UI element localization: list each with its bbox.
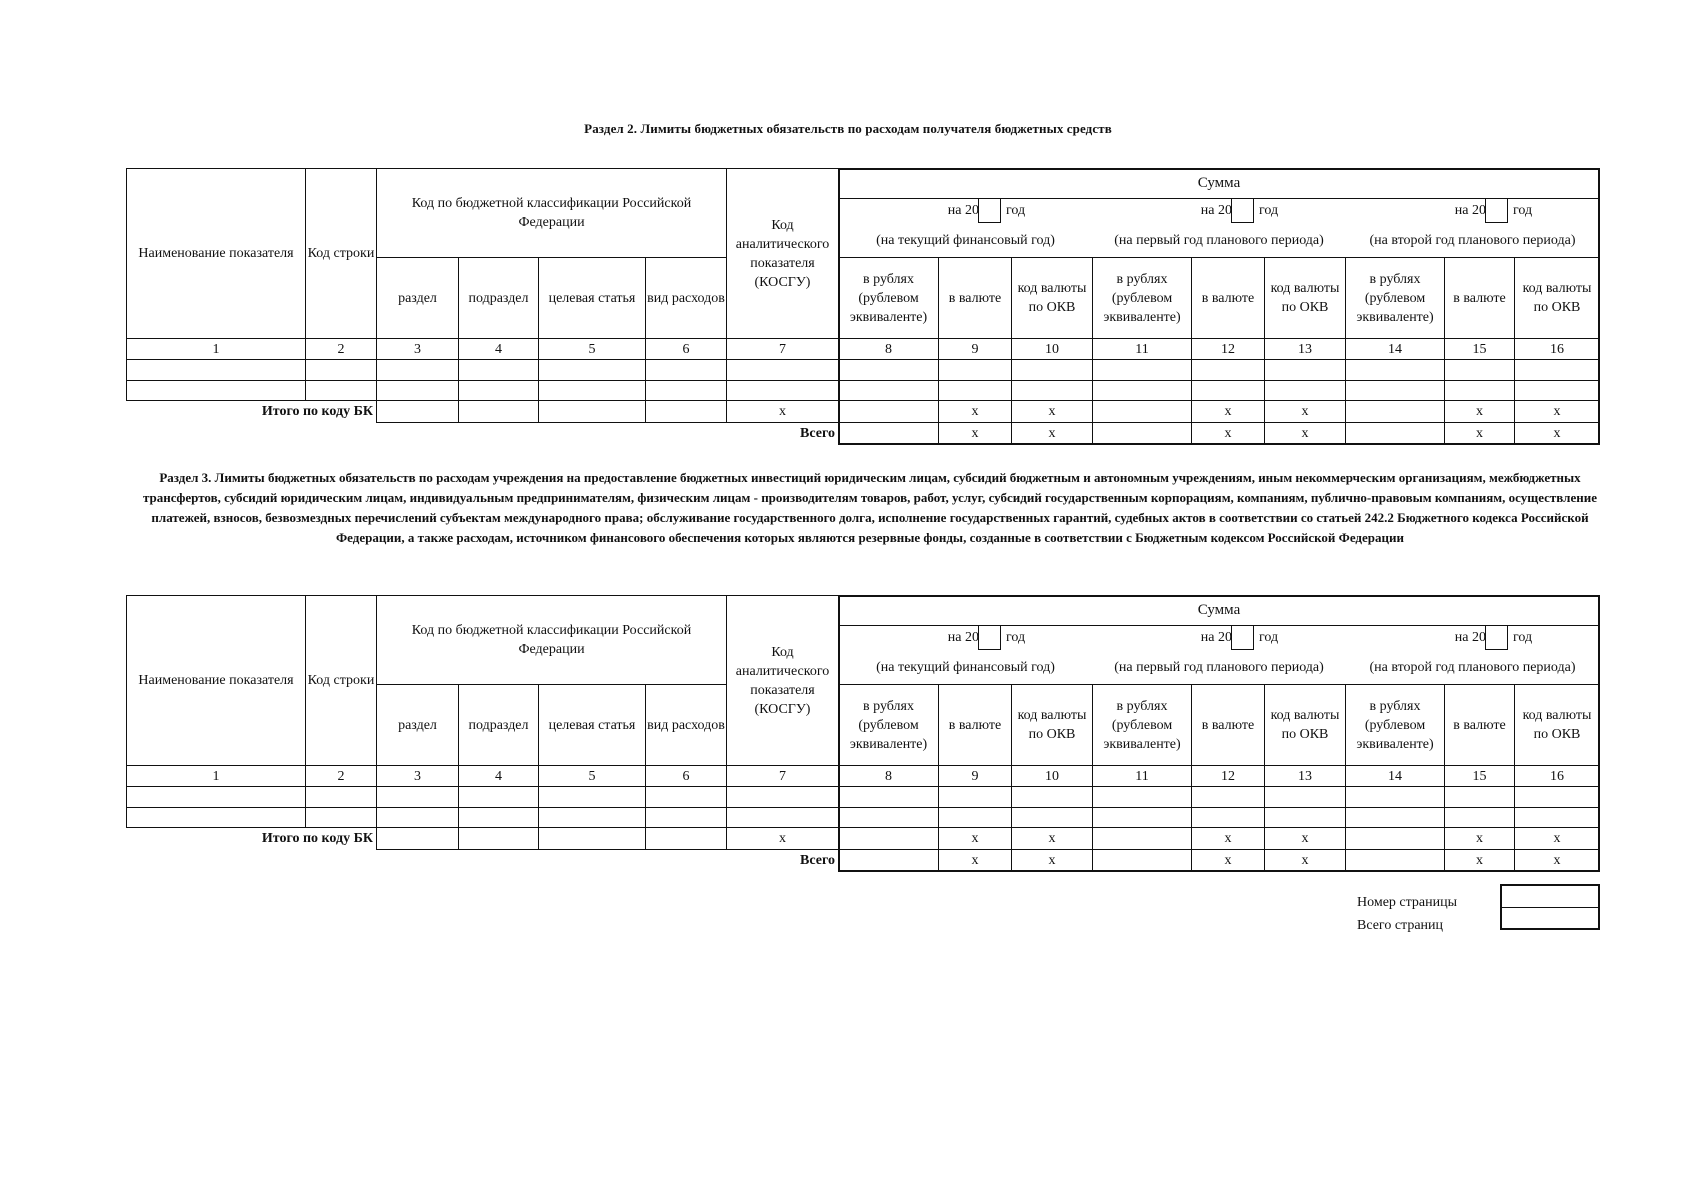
data-cell[interactable] xyxy=(726,380,839,401)
header-currency: в валюте xyxy=(938,684,1012,766)
header-expense-type: вид расходов xyxy=(645,684,727,766)
data-cell[interactable] xyxy=(1514,786,1600,808)
x-mark: x xyxy=(1514,827,1600,850)
x-mark: x xyxy=(726,400,839,423)
column-number: 2 xyxy=(305,765,377,787)
x-mark: x xyxy=(1011,422,1093,445)
data-cell[interactable] xyxy=(538,786,646,808)
column-number: 1 xyxy=(126,765,306,787)
data-cell[interactable] xyxy=(645,807,727,828)
header-rubles: в рублях (рублевом эквиваленте) xyxy=(1092,257,1192,339)
total-cell[interactable] xyxy=(538,827,646,850)
column-number: 10 xyxy=(1011,338,1093,360)
year-input[interactable] xyxy=(1231,198,1254,223)
grand-total-cell[interactable] xyxy=(838,422,939,445)
data-cell[interactable] xyxy=(1092,807,1192,828)
grand-total-cell[interactable] xyxy=(1345,422,1445,445)
data-cell[interactable] xyxy=(938,786,1012,808)
year-suffix: год xyxy=(1259,630,1279,645)
grand-total-cell[interactable] xyxy=(1092,422,1192,445)
section-3-title: Раздел 3. Лимиты бюджетных обязательств по расходам учреждения на предоставление бюджетных инвестиций юридическим лицам, субсидий бюджетным и автономным учреждениям, иным некоммерческим организациям, межбюджетных трансфертов, субсидий юридическим лицам, индивидуальным предпринимателям, физическим лицам - производителям товаров, работ, услуг, субсидий государственным корпорациям, компаниям, публично-правовым компаниям, осуществление платежей, взносов, безвозмездных перечислений субъектам международного права; обслуживание государственного долга, исполнение государственных гарантий, судебных актов в соответствии со статьей 242.2 Бюджетного кодекса Российской Федерации, а также расходам, источником финансового обеспечения которых являются резервные фонды, созданные в соответствии с Бюджетным кодексом Российской Федерации xyxy=(143,470,1597,545)
x-mark: x xyxy=(1191,849,1265,872)
header-okv-code: код валюты по ОКВ xyxy=(1514,257,1600,339)
data-cell[interactable] xyxy=(126,359,306,381)
header-period-3: (на второй год планового периода) xyxy=(1369,232,1576,248)
x-mark: x xyxy=(1444,827,1515,850)
header-sum: Сумма xyxy=(838,595,1600,626)
total-cell[interactable] xyxy=(458,400,539,423)
year-suffix: год xyxy=(1259,203,1279,218)
data-cell[interactable] xyxy=(538,359,646,381)
x-mark: x xyxy=(1264,827,1346,850)
header-rubles: в рублях (рублевом эквиваленте) xyxy=(1092,684,1192,766)
header-subsection: подраздел xyxy=(458,257,539,339)
year-input[interactable] xyxy=(978,625,1001,650)
column-number: 15 xyxy=(1444,765,1515,787)
data-cell[interactable] xyxy=(1514,380,1600,401)
header-target-article: целевая статья xyxy=(538,257,646,339)
header-okv-code: код валюты по ОКВ xyxy=(1264,684,1346,766)
page-info xyxy=(1357,891,1457,937)
data-cell[interactable] xyxy=(1444,380,1515,401)
column-number: 13 xyxy=(1264,765,1346,787)
x-mark: x xyxy=(1011,400,1093,423)
total-cell[interactable] xyxy=(458,827,539,850)
year-input[interactable] xyxy=(1231,625,1254,650)
header-rubles: в рублях (рублевом эквиваленте) xyxy=(838,257,939,339)
data-cell[interactable] xyxy=(1444,807,1515,828)
header-currency: в валюте xyxy=(1191,257,1265,339)
x-mark: x xyxy=(1444,400,1515,423)
column-number: 10 xyxy=(1011,765,1093,787)
column-number: 8 xyxy=(838,765,939,787)
x-mark: x xyxy=(1191,422,1265,445)
year-suffix: год xyxy=(1513,630,1533,645)
data-cell[interactable] xyxy=(126,807,306,828)
x-mark: x xyxy=(938,400,1012,423)
header-indicator-name: Наименование показателя xyxy=(126,168,306,339)
total-cell[interactable] xyxy=(538,400,646,423)
grand-total-cell[interactable] xyxy=(838,849,939,872)
total-bk-label: Итого по коду БК xyxy=(261,404,373,419)
data-cell[interactable] xyxy=(938,380,1012,401)
column-number: 15 xyxy=(1444,338,1515,360)
data-cell[interactable] xyxy=(1011,380,1093,401)
header-period-1: (на текущий финансовый год) xyxy=(876,659,1055,675)
year-suffix: год xyxy=(1513,203,1533,218)
data-cell[interactable] xyxy=(726,786,839,808)
header-okv-code: код валюты по ОКВ xyxy=(1264,257,1346,339)
total-cell[interactable] xyxy=(376,827,459,850)
x-mark: x xyxy=(1514,400,1600,423)
header-analytic-code: Код аналитического показателя (КОСГУ) xyxy=(726,595,839,766)
data-cell[interactable] xyxy=(1345,786,1445,808)
header-currency: в валюте xyxy=(938,257,1012,339)
total-cell[interactable] xyxy=(1092,400,1192,423)
total-cell[interactable] xyxy=(645,400,727,423)
x-mark: x xyxy=(1444,422,1515,445)
x-mark: x xyxy=(1264,400,1346,423)
column-number: 13 xyxy=(1264,338,1346,360)
data-cell[interactable] xyxy=(376,380,459,401)
year-prefix: на 20 xyxy=(947,630,979,645)
data-cell[interactable] xyxy=(376,807,459,828)
column-number: 9 xyxy=(938,765,1012,787)
header-target-article: целевая статья xyxy=(538,684,646,766)
x-mark: x xyxy=(726,827,839,850)
column-number: 7 xyxy=(726,765,839,787)
data-cell[interactable] xyxy=(1011,807,1093,828)
year-suffix: год xyxy=(1006,630,1026,645)
data-cell[interactable] xyxy=(1345,380,1445,401)
x-mark: x xyxy=(1514,422,1600,445)
column-number: 5 xyxy=(538,338,646,360)
x-mark: x xyxy=(1011,827,1093,850)
x-mark: x xyxy=(938,422,1012,445)
data-cell[interactable] xyxy=(726,807,839,828)
column-number: 8 xyxy=(838,338,939,360)
column-number: 16 xyxy=(1514,765,1600,787)
header-period-3: (на второй год планового периода) xyxy=(1369,659,1576,675)
header-okv-code: код валюты по ОКВ xyxy=(1514,684,1600,766)
data-cell[interactable] xyxy=(376,786,459,808)
header-indicator-name: Наименование показателя xyxy=(126,595,306,766)
column-number: 12 xyxy=(1191,338,1265,360)
x-mark: x xyxy=(938,849,1012,872)
data-cell[interactable] xyxy=(1345,359,1445,381)
grand-total-cell[interactable] xyxy=(1092,849,1192,872)
data-cell[interactable] xyxy=(1444,359,1515,381)
x-mark: x xyxy=(1191,400,1265,423)
column-number: 12 xyxy=(1191,765,1265,787)
header-analytic-code: Код аналитического показателя (КОСГУ) xyxy=(726,168,839,339)
column-number: 14 xyxy=(1345,338,1445,360)
data-cell[interactable] xyxy=(1514,807,1600,828)
data-cell[interactable] xyxy=(376,359,459,381)
data-cell[interactable] xyxy=(1011,786,1093,808)
header-subsection: подраздел xyxy=(458,684,539,766)
data-cell[interactable] xyxy=(838,786,939,808)
data-cell[interactable] xyxy=(1092,786,1192,808)
total-cell[interactable] xyxy=(376,400,459,423)
header-row-code: Код строки xyxy=(305,168,377,339)
column-number: 3 xyxy=(376,338,459,360)
data-cell[interactable] xyxy=(305,807,377,828)
total-cell[interactable] xyxy=(838,827,939,850)
header-expense-type: вид расходов xyxy=(645,257,727,339)
column-number: 6 xyxy=(645,765,727,787)
data-cell[interactable] xyxy=(305,359,377,381)
data-cell[interactable] xyxy=(1191,807,1265,828)
data-cell[interactable] xyxy=(305,786,377,808)
data-cell[interactable] xyxy=(458,807,539,828)
column-number: 1 xyxy=(126,338,306,360)
total-pages-label: Всего страниц xyxy=(1357,918,1444,933)
header-okv-code: код валюты по ОКВ xyxy=(1011,684,1093,766)
data-cell[interactable] xyxy=(1092,359,1192,381)
header-bk-code: Код по бюджетной классификации Российской Федерации xyxy=(376,595,727,685)
year-prefix: на 20 xyxy=(1200,203,1232,218)
data-cell[interactable] xyxy=(126,380,306,401)
data-cell[interactable] xyxy=(1092,380,1192,401)
x-mark: x xyxy=(1264,422,1346,445)
column-number: 2 xyxy=(305,338,377,360)
year-input[interactable] xyxy=(1485,625,1508,650)
data-cell[interactable] xyxy=(538,807,646,828)
grand-total-label: Всего xyxy=(800,853,835,868)
x-mark: x xyxy=(1514,849,1600,872)
data-cell[interactable] xyxy=(645,786,727,808)
data-cell[interactable] xyxy=(1264,807,1346,828)
column-number: 6 xyxy=(645,338,727,360)
total-cell[interactable] xyxy=(1092,827,1192,850)
header-currency: в валюте xyxy=(1191,684,1265,766)
total-cell[interactable] xyxy=(1345,400,1445,423)
data-cell[interactable] xyxy=(1444,786,1515,808)
x-mark: x xyxy=(938,827,1012,850)
column-number: 16 xyxy=(1514,338,1600,360)
x-mark: x xyxy=(1191,827,1265,850)
data-cell[interactable] xyxy=(458,380,539,401)
total-cell[interactable] xyxy=(838,400,939,423)
year-prefix: на 20 xyxy=(1454,203,1486,218)
grand-total-cell[interactable] xyxy=(1345,849,1445,872)
data-cell[interactable] xyxy=(126,786,306,808)
x-mark: x xyxy=(1011,849,1093,872)
data-cell[interactable] xyxy=(838,359,939,381)
year-prefix: на 20 xyxy=(947,203,979,218)
data-cell[interactable] xyxy=(1011,359,1093,381)
column-number: 11 xyxy=(1092,765,1192,787)
data-cell[interactable] xyxy=(458,786,539,808)
data-cell[interactable] xyxy=(1264,359,1346,381)
header-rubles: в рублях (рублевом эквиваленте) xyxy=(838,684,939,766)
column-number: 3 xyxy=(376,765,459,787)
x-mark: x xyxy=(1264,849,1346,872)
data-cell[interactable] xyxy=(645,359,727,381)
header-rubles: в рублях (рублевом эквиваленте) xyxy=(1345,684,1445,766)
column-number: 4 xyxy=(458,338,539,360)
year-prefix: на 20 xyxy=(1454,630,1486,645)
data-cell[interactable] xyxy=(1191,786,1265,808)
year-input[interactable] xyxy=(978,198,1001,223)
page-number-label: Номер страницы xyxy=(1357,895,1458,910)
column-number: 5 xyxy=(538,765,646,787)
header-section: раздел xyxy=(376,257,459,339)
data-cell[interactable] xyxy=(538,380,646,401)
data-cell[interactable] xyxy=(1514,359,1600,381)
header-period-2: (на первый год планового периода) xyxy=(1114,232,1324,248)
data-cell[interactable] xyxy=(938,807,1012,828)
data-cell[interactable] xyxy=(458,359,539,381)
x-mark: x xyxy=(1444,849,1515,872)
data-cell[interactable] xyxy=(1191,380,1265,401)
total-bk-label: Итого по коду БК xyxy=(261,831,373,846)
page-number-box xyxy=(1500,884,1600,930)
data-cell[interactable] xyxy=(1264,380,1346,401)
header-sum: Сумма xyxy=(838,168,1600,199)
data-cell[interactable] xyxy=(838,380,939,401)
header-bk-code: Код по бюджетной классификации Российской Федерации xyxy=(376,168,727,258)
data-cell[interactable] xyxy=(645,380,727,401)
section-2-title: Раздел 2. Лимиты бюджетных обязательств по расходам получателя бюджетных средств xyxy=(584,121,1112,136)
header-currency: в валюте xyxy=(1444,257,1515,339)
column-number: 9 xyxy=(938,338,1012,360)
column-number: 14 xyxy=(1345,765,1445,787)
grand-total-label: Всего xyxy=(800,426,835,441)
data-cell[interactable] xyxy=(1191,359,1265,381)
header-okv-code: код валюты по ОКВ xyxy=(1011,257,1093,339)
column-number: 7 xyxy=(726,338,839,360)
header-rubles: в рублях (рублевом эквиваленте) xyxy=(1345,257,1445,339)
data-cell[interactable] xyxy=(938,359,1012,381)
data-cell[interactable] xyxy=(838,807,939,828)
data-cell[interactable] xyxy=(1345,807,1445,828)
total-cell[interactable] xyxy=(1345,827,1445,850)
header-row-code: Код строки xyxy=(305,595,377,766)
header-currency: в валюте xyxy=(1444,684,1515,766)
year-input[interactable] xyxy=(1485,198,1508,223)
year-suffix: год xyxy=(1006,203,1026,218)
year-prefix: на 20 xyxy=(1200,630,1232,645)
header-period-1: (на текущий финансовый год) xyxy=(876,232,1055,248)
data-cell[interactable] xyxy=(1264,786,1346,808)
header-section: раздел xyxy=(376,684,459,766)
column-number: 4 xyxy=(458,765,539,787)
data-cell[interactable] xyxy=(305,380,377,401)
column-number: 11 xyxy=(1092,338,1192,360)
total-cell[interactable] xyxy=(645,827,727,850)
header-period-2: (на первый год планового периода) xyxy=(1114,659,1324,675)
data-cell[interactable] xyxy=(726,359,839,381)
